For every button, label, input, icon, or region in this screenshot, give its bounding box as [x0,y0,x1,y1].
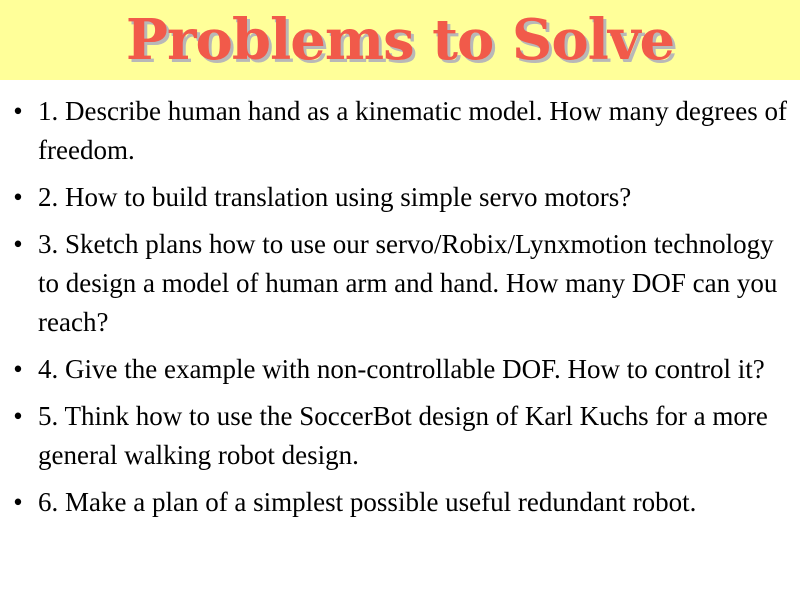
slide-title: Problems to Solve [125,7,675,73]
bullet-list [0,92,800,530]
bullet-icon: • [13,354,23,384]
bullet-icon: • [13,401,23,431]
bullet-icon: • [13,229,23,259]
bullet-text: 2. How to build translation using simple servo motors? [38,182,632,212]
bullet-icon: • [13,487,23,517]
bullet-text: 6. Make a plan of a simplest possible useful redundant robot. [38,487,697,517]
bullet-text: 5. Think how to use the SoccerBot design of Karl Kuchs for a more general walking robot design. [38,401,768,470]
title-bar [0,0,800,80]
bullet-text: 1. Describe human hand as a kinematic model. How many degrees of freedom. [38,96,788,165]
bullet-item-4 [0,350,800,389]
bullet-item-3 [0,225,800,342]
bullet-icon: • [13,96,23,126]
bullet-text: 4. Give the example with non-controllable DOF. How to control it? [38,354,765,384]
bullet-icon: • [13,182,23,212]
bullet-item-5 [0,397,800,475]
bullet-item-1 [0,92,800,170]
bullet-text: 3. Sketch plans how to use our servo/Robix/Lynxmotion technology to design a model of human arm and hand. How many DOF can you reach? [38,229,778,337]
bullet-item-2 [0,178,800,217]
bullet-item-6 [0,483,800,522]
